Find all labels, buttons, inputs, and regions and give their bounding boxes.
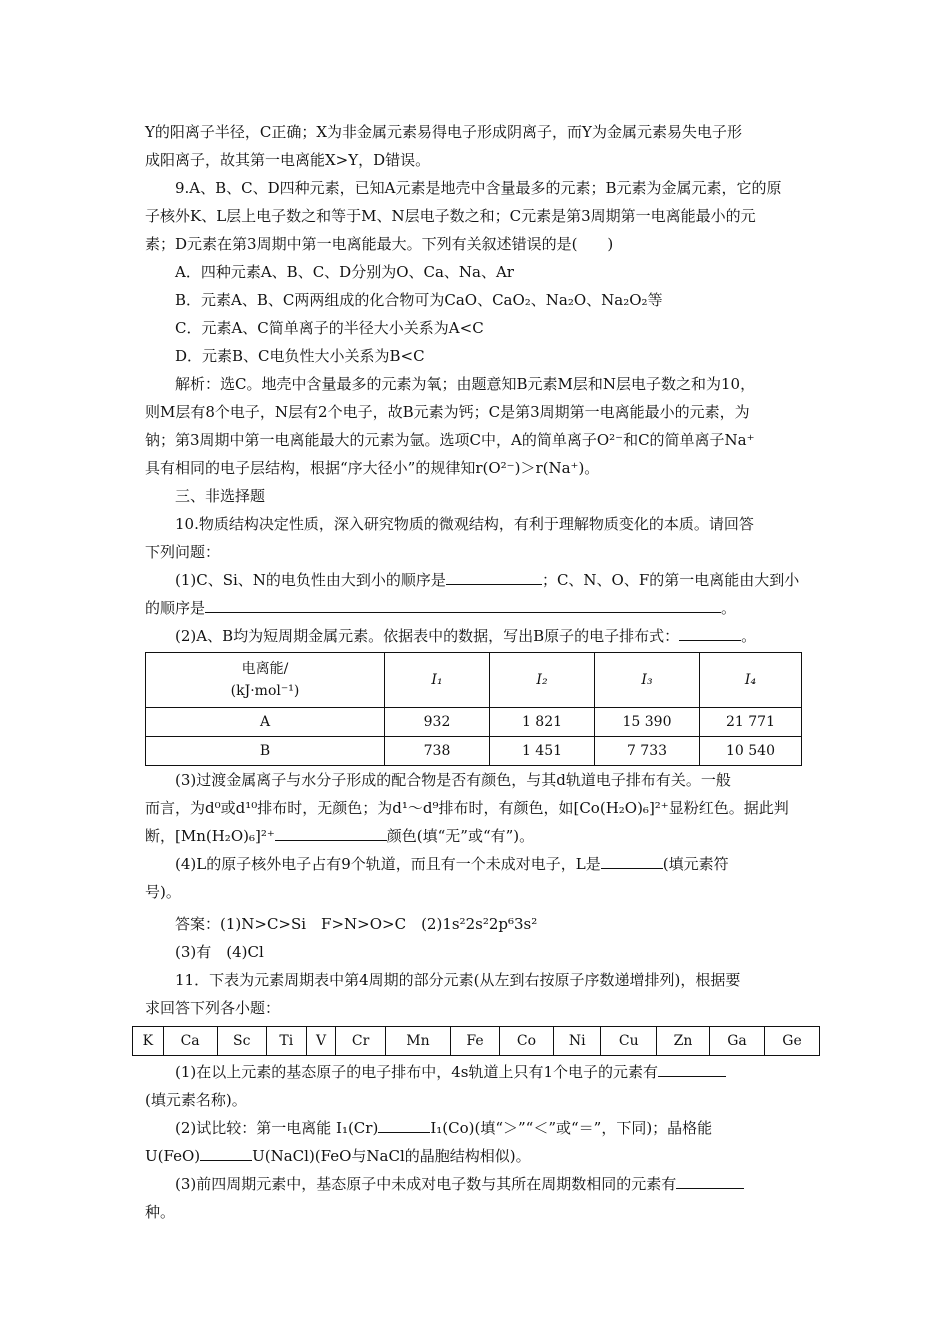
table-cell: B xyxy=(146,737,385,766)
document-page xyxy=(142,118,805,1226)
question-11-part2: U(FeO) U(NaCl)(FeO与NaCl的晶胞结构相似)。 xyxy=(145,1142,805,1170)
element-cell: Ti xyxy=(266,1027,306,1056)
question-11-part3: (3)前四周期元素中，基态原子中未成对电子数与其所在周期数相同的元素有 xyxy=(145,1170,805,1198)
question-10-part3: 而言，为d⁰或d¹⁰排布时，无颜色；为d¹～d⁹排布时，有颜色，如[Co(H₂O)₆]²⁺显粉红色。据此判 xyxy=(145,799,789,817)
table-cell: 1 821 xyxy=(490,708,595,737)
answer-blank[interactable] xyxy=(601,852,663,869)
table-header-cell: I₁ xyxy=(385,653,490,708)
question-11-part1: (填元素名称)。 xyxy=(145,1091,247,1109)
answer-blank[interactable] xyxy=(378,1116,430,1133)
question-11-part2: (2)试比较：第一电离能 I₁(Cr) I₁(Co)(填“＞”“＜”或“＝”，下同)；晶格能 xyxy=(145,1114,805,1142)
analysis-text: 则M层有8个电子，N层有2个电子，故B元素为钙；C是第3周期第一电离能最小的元素，为 xyxy=(145,403,750,421)
table-cell: 738 xyxy=(385,737,490,766)
option-b: B．元素A、B、C两两组成的化合物可为CaO、CaO₂、Na₂O、Na₂O₂等 xyxy=(175,291,663,309)
table-header-cell: I₂ xyxy=(490,653,595,708)
text-line: Y的阳离子半径，C正确；X为非金属元素易得电子形成阴离子，而Y为金属元素易失电子形 xyxy=(145,123,742,141)
question-11-stem: 11．下表为元素周期表中第4周期的部分元素(从左到右按原子序数递增排列)，根据要 xyxy=(175,971,741,989)
table-cell: 10 540 xyxy=(700,737,802,766)
option-d: D．元素B、C电负性大小关系为B<C xyxy=(175,347,425,365)
element-cell: V xyxy=(306,1027,336,1056)
question-10-part4: 号)。 xyxy=(145,883,181,901)
answer-blank[interactable] xyxy=(200,1144,252,1161)
table-cell: 21 771 xyxy=(700,708,802,737)
question-10-stem: 10.物质结构决定性质，深入研究物质的微观结构，有利于理解物质变化的本质。请回答 xyxy=(175,515,754,533)
question-10-part3: 断，[Mn(H₂O)₆]²⁺ 颜色(填“无”或“有”)。 xyxy=(145,822,805,850)
table-row xyxy=(146,708,802,737)
analysis-text: 钠；第3周期中第一电离能最大的元素为氩。选项C中，A的简单离子O²⁻和C的简单离子Na⁺ xyxy=(145,431,755,449)
question-9-stem: 9.A、B、C、D四种元素，已知A元素是地壳中含量最多的元素；B元素为金属元素，它的原 xyxy=(175,179,782,197)
question-10-part3: (3)过渡金属离子与水分子形成的配合物是否有颜色，与其d轨道电子排布有关。一般 xyxy=(175,771,731,789)
answer-blank[interactable] xyxy=(679,624,741,641)
ionization-energy-table xyxy=(145,652,802,766)
question-11-part3: 种。 xyxy=(145,1203,176,1221)
answer-blank[interactable] xyxy=(205,596,721,613)
element-cell: Ni xyxy=(553,1027,601,1056)
table-cell: A xyxy=(146,708,385,737)
question-10-part1: (1)C、Si、N的电负性由大到小的顺序是 ；C、N、O、F的第一电离能由大到小 xyxy=(145,566,805,594)
table-header-cell: I₄ xyxy=(700,653,802,708)
question-9-stem: 素；D元素在第3周期中第一电离能最大。下列有关叙述错误的是( ) xyxy=(145,235,614,253)
table-cell: 932 xyxy=(385,708,490,737)
element-cell: Sc xyxy=(217,1027,266,1056)
element-cell: Ge xyxy=(765,1027,820,1056)
answer-blank[interactable] xyxy=(676,1172,744,1189)
question-10-stem: 下列问题： xyxy=(145,543,221,561)
text-line: 成阳离子，故其第一电离能X>Y，D错误。 xyxy=(145,151,431,169)
answer-blank[interactable] xyxy=(275,824,387,841)
answer-blank[interactable] xyxy=(446,568,542,585)
question-9-stem: 子核外K、L层上电子数之和等于M、N层电子数之和；C元素是第3周期第一电离能最小的元 xyxy=(145,207,756,225)
answer-text: (3)有 (4)Cl xyxy=(175,943,264,961)
element-cell: Zn xyxy=(657,1027,710,1056)
table-cell: 7 733 xyxy=(595,737,700,766)
element-cell: Mn xyxy=(385,1027,450,1056)
table-header-cell: 电离能/ (kJ·mol⁻¹) xyxy=(146,653,385,708)
element-cell: Fe xyxy=(451,1027,500,1056)
element-cell: K xyxy=(133,1027,164,1056)
analysis-text: 具有相同的电子层结构，根据“序大径小”的规律知r(O²⁻)＞r(Na⁺)。 xyxy=(145,459,600,477)
section-heading: 三、非选择题 xyxy=(175,487,266,505)
element-cell: Cr xyxy=(336,1027,385,1056)
question-10-part4: (4)L的原子核外电子占有9个轨道，而且有一个未成对电子，L是 (填元素符 xyxy=(145,850,805,878)
option-a: A．四种元素A、B、C、D分别为O、Ca、Na、Ar xyxy=(175,263,514,281)
question-10-part2: (2)A、B均为短周期金属元素。依据表中的数据，写出B原子的电子排布式： 。 xyxy=(145,622,805,650)
element-cell: Ca xyxy=(163,1027,217,1056)
element-cell: Co xyxy=(499,1027,553,1056)
element-cell: Cu xyxy=(601,1027,657,1056)
question-10-part1: 的顺序是 。 xyxy=(145,594,805,622)
table-row xyxy=(146,737,802,766)
table-header-cell: I₃ xyxy=(595,653,700,708)
answer-text: 答案：(1)N>C>Si F>N>O>C (2)1s²2s²2p⁶3s² xyxy=(175,915,538,933)
table-cell: 1 451 xyxy=(490,737,595,766)
answer-blank[interactable] xyxy=(658,1060,726,1077)
table-row xyxy=(133,1027,820,1056)
element-cell: Ga xyxy=(710,1027,765,1056)
element-table xyxy=(132,1026,820,1056)
question-11-stem: 求回答下列各小题： xyxy=(145,999,281,1017)
analysis-text: 解析：选C。地壳中含量最多的元素为氧；由题意知B元素M层和N层电子数之和为10， xyxy=(175,375,756,393)
question-11-part1: (1)在以上元素的基态原子的电子排布中，4s轨道上只有1个电子的元素有 xyxy=(145,1058,805,1086)
option-c: C．元素A、C简单离子的半径大小关系为A<C xyxy=(175,319,484,337)
table-cell: 15 390 xyxy=(595,708,700,737)
